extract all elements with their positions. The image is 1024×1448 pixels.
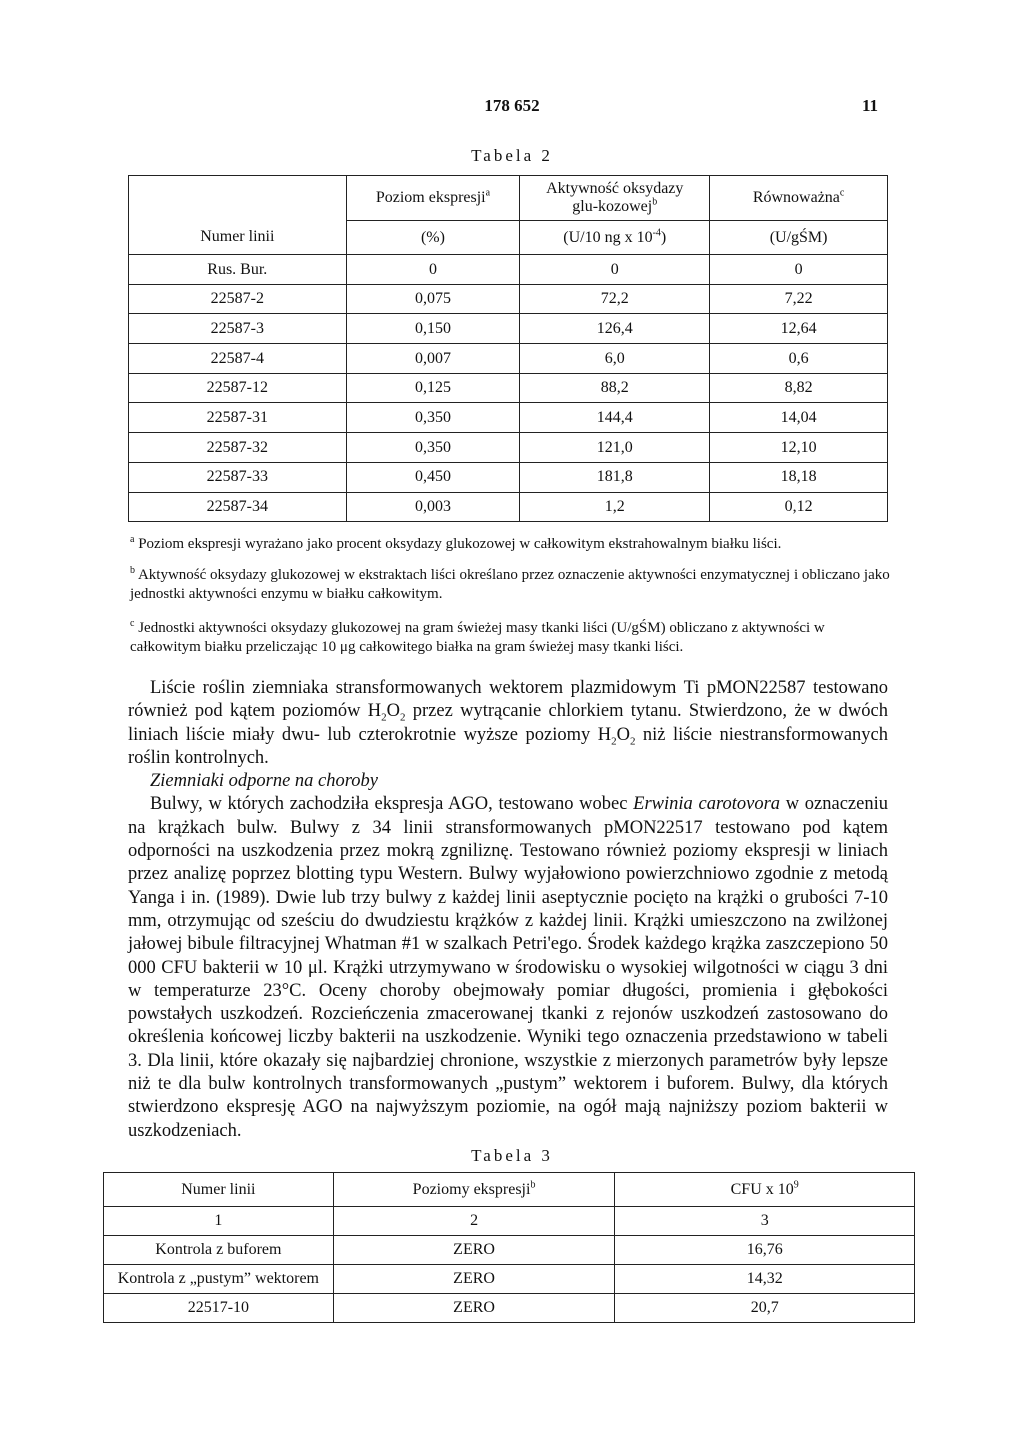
table2-cell: 0,450: [346, 462, 520, 492]
table2-cell: 181,8: [520, 462, 710, 492]
table3-header-expression: Poziomy ekspresji$^b$: [333, 1173, 615, 1207]
table3-cell: Kontrola z buforem: [104, 1236, 334, 1265]
table2-row: [129, 403, 888, 433]
table2-row: [129, 284, 888, 314]
table3-cell: ZERO: [333, 1265, 615, 1294]
table2-header-row-top: [129, 176, 888, 221]
table2-row: [129, 344, 888, 374]
table3-row: [104, 1265, 915, 1294]
table3-col-number: 1: [104, 1207, 334, 1236]
table2-header-activity-unit: (U/10 ng x $10^{-4}$): [520, 221, 710, 255]
paragraph-1: Liście roślin ziemniaka stransformowanych wektorem plazmidowym Ti pMON22587 testowano również pod kątem poziomów $H_2O_2$ przez wytrącanie chlorkiem tytanu. Stwierdzono, że w dwóch liniach liście miały dwu- lub czterokrotnie wyższe poziomy $H_2O_2$ niż liście niestransformowanych roślin kontrolnych.: [128, 678, 888, 768]
table3-cell: 14,32: [615, 1265, 915, 1294]
table3-col-number: 2: [333, 1207, 615, 1236]
table2-cell: 0,075: [346, 284, 520, 314]
table3-header-row: [104, 1173, 915, 1207]
section-heading: Ziemniaki odporne na choroby: [150, 771, 378, 792]
table2-cell: 0,12: [710, 492, 888, 522]
table3-cell: ZERO: [333, 1236, 615, 1265]
table2-row: [129, 433, 888, 463]
table3-body: [104, 1236, 915, 1323]
table3-cell: 20,7: [615, 1294, 915, 1323]
table2-cell: 0,150: [346, 314, 520, 344]
table2-row: [129, 462, 888, 492]
table2-row: [129, 373, 888, 403]
table2-cell: 12,64: [710, 314, 888, 344]
document-number: 178 652: [484, 96, 540, 115]
table2-cell: 22587-4: [129, 344, 347, 374]
table2-cell: 121,0: [520, 433, 710, 463]
table2-cell: 14,04: [710, 403, 888, 433]
table2-cell: 6,0: [520, 344, 710, 374]
table2-cell: 0,6: [710, 344, 888, 374]
table2-cell: 0,003: [346, 492, 520, 522]
table2-cell: 144,4: [520, 403, 710, 433]
table2-cell: 126,4: [520, 314, 710, 344]
table3-title: Tabela 3: [471, 1146, 553, 1165]
table2-cell: 72,2: [520, 284, 710, 314]
table2-cell: 22587-33: [129, 462, 347, 492]
table2-cell: 22587-2: [129, 284, 347, 314]
footnote-c: $^c$ Jednostki aktywności oksydazy glukozowej na gram świeżej masy tkanki liści (U/gŚM) obliczano z aktywności w całkowitym białku przeliczając 10 μg całkowitego białka na gram świeżej masy tkanki liści.: [130, 618, 825, 655]
table3-header-cfu: CFU x $10^9$: [615, 1173, 915, 1207]
table2-header-blank: [129, 176, 347, 221]
table2-header-row-bottom: [129, 221, 888, 255]
table3-row: [104, 1236, 915, 1265]
table3-numbering-row: [104, 1207, 915, 1236]
table2-cell: 12,10: [710, 433, 888, 463]
table2-cell: 7,22: [710, 284, 888, 314]
footnote-b: $^b$ Aktywność oksydazy glukozowej w ekstraktach liści określano przez oznaczenie aktywności enzymatycznej i obliczano jako jednostki aktywności enzymu w białku całkowitym.: [130, 565, 890, 602]
table2-title: Tabela 2: [471, 146, 553, 165]
table2-header-expression: Poziom ekspresji$^a$: [346, 176, 520, 221]
table2-cell: 22587-32: [129, 433, 347, 463]
table2-cell: 0,007: [346, 344, 520, 374]
body-text: [128, 677, 888, 1143]
table2-cell: 0,125: [346, 373, 520, 403]
table3-cell: 22517-10: [104, 1294, 334, 1323]
table2-cell: 22587-3: [129, 314, 347, 344]
table2-cell: 18,18: [710, 462, 888, 492]
table2-cell: 0: [346, 255, 520, 285]
table2-cell: 8,82: [710, 373, 888, 403]
table2-cell: 88,2: [520, 373, 710, 403]
table2-cell: 0,350: [346, 403, 520, 433]
table2-header-percent: (%): [346, 221, 520, 255]
table3-header-line: Numer linii: [104, 1173, 334, 1207]
table2-row: [129, 314, 888, 344]
table2-header-equivalent: Równoważna$^c$: [710, 176, 888, 221]
table3-col-number: 3: [615, 1207, 915, 1236]
table3-cell: ZERO: [333, 1294, 615, 1323]
page-number: 11: [862, 96, 879, 115]
table2-cell: 0: [520, 255, 710, 285]
table2-body: [129, 255, 888, 522]
table3-row: [104, 1294, 915, 1323]
table3: [103, 1172, 915, 1323]
table2-row: [129, 492, 888, 522]
table2-cell: 0: [710, 255, 888, 285]
paragraph-2: Bulwy, w których zachodziła ekspresja AGO, testowano wobec Erwinia carotovora w oznaczeniu na krążkach bulw. Bulwy z 34 linii stransformowanych pMON22517 testowano pod kątem odporności na uszkodzenia przez mokrą zgniliznę. Testowano również poziomy ekspresji w liniach przez analizę poprzez blotting typu Western. Bulwy wyjałowiono powierzchniowo zgodnie z metodą Yanga i in. (1989). Dwie lub trzy bulwy z każdej linii aseptycznie pocięto na krążki o grubości 7-10 mm, otrzymując od sześciu do dwudziestu krążków z każdej linii. Krążki umieszczono na zwilżonej jałowej bibule filtracyjnej Whatman #1 w szalkach Petri'ego. Środek każdego krążka zaszczepiono 50 000 CFU bakterii w 10 μl. Krążki utrzymywano w środowisku o wysokiej wilgotności w ciągu 3 dni w temperaturze 23°C. Oceny choroby obejmowały pomiar długości, promienia i głębokości powstałych uszkodzeń. Rozcieńczenia zmacerowanej tkanki z rejonów uszkodzeń zastosowano do określenia końcowej liczby bakterii na uszkodzenie. Wyniki tego oznaczenia przedstawiono w tabeli 3. Dla linii, które okazały się najbardziej chronione, wszystkie z mierzonych parametrów były lepsze niż te dla bulw kontrolnych transformowanych „pustym” wektorem i buforem. Bulwy, dla których stwierdzono ekspresję AGO na najwyższym poziomie, na ogół mają najniższy poziom bakterii w uszkodzeniach.: [128, 794, 888, 1141]
table2-header-line: Numer linii: [129, 221, 347, 255]
table2-cell: 22587-12: [129, 373, 347, 403]
table2: [128, 175, 888, 522]
table3-cell: 16,76: [615, 1236, 915, 1265]
table2-cell: 0,350: [346, 433, 520, 463]
table2-cell: 22587-34: [129, 492, 347, 522]
table2-cell: Rus. Bur.: [129, 255, 347, 285]
table2-cell: 1,2: [520, 492, 710, 522]
table2-header-activity: Aktywność oksydazy glu-kozowej$^b$: [520, 176, 710, 221]
table2-cell: 22587-31: [129, 403, 347, 433]
table2-header-equiv-unit: (U/gŚM): [710, 221, 888, 255]
table2-row: [129, 255, 888, 285]
footnote-a: $^a$ Poziom ekspresji wyrażano jako procent oksydazy glukozowej w całkowitym ekstrahowalnym białku liści.: [130, 534, 782, 552]
table3-cell: Kontrola z „pustym” wektorem: [104, 1265, 334, 1294]
